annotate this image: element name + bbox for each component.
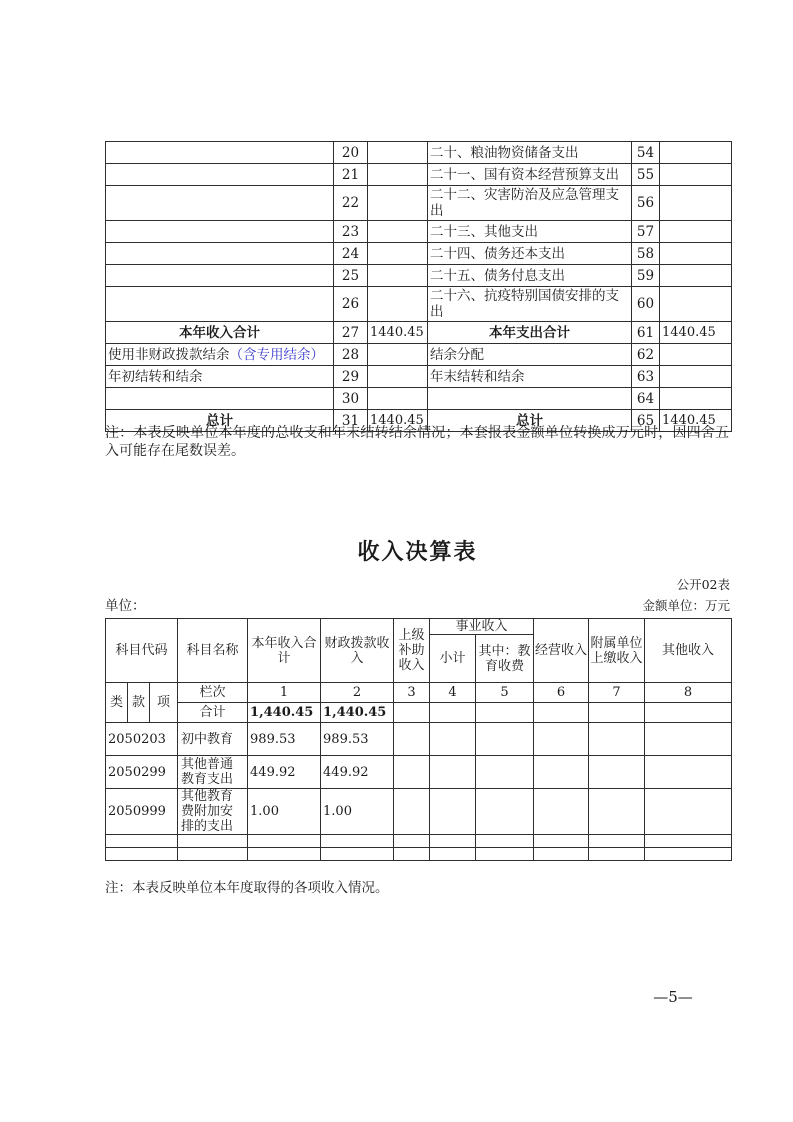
value-cell: [534, 723, 589, 756]
summary-row: [106, 265, 732, 287]
row-number-cell: 59: [632, 265, 660, 287]
value-cell: [534, 835, 589, 848]
value-cell: [645, 835, 732, 848]
value-cell: [534, 756, 589, 789]
row-number-cell: 29: [334, 366, 368, 388]
header-subject-code: 科目代码: [106, 619, 178, 683]
value-cell: 1.00: [321, 789, 394, 835]
value-cell: 989.53: [321, 723, 394, 756]
income-item-cell: [106, 388, 334, 410]
row-number-cell: 25: [334, 265, 368, 287]
amount-cell: [368, 186, 428, 221]
amount-cell: [368, 344, 428, 366]
income-header-row-1: [106, 619, 732, 635]
amount-cell: [660, 164, 732, 186]
value-cell: [394, 756, 430, 789]
income-item-cell: [106, 164, 334, 186]
header-subtotal: 小计: [430, 635, 476, 683]
subject-name-cell: 其他普通教育支出: [178, 756, 248, 789]
value-cell: [248, 835, 321, 848]
total-value-cell: 1,440.45: [248, 703, 321, 723]
summary-table-note: 注：本表反映单位本年度的总收支和年末结转结余情况；本套报表金额单位转换成万元时，因四舍五入可能存在尾数误差。: [105, 425, 729, 459]
value-cell: [476, 723, 534, 756]
amount-cell: 1440.45: [660, 322, 732, 344]
total-value-cell: [430, 703, 476, 723]
value-cell: [476, 835, 534, 848]
income-item-cell: [106, 142, 334, 164]
column-index-label: 栏次: [178, 683, 248, 703]
income-item-cell: 本年收入合计: [106, 322, 334, 344]
subject-name-cell: [178, 848, 248, 861]
row-number-cell: 63: [632, 366, 660, 388]
income-table: [105, 618, 732, 861]
expense-item-cell: 年末结转和结余: [428, 366, 632, 388]
summary-row: [106, 142, 732, 164]
income-table-title: 收入决算表: [357, 540, 478, 565]
summary-table: [105, 141, 732, 432]
total-value-cell: 1,440.45: [321, 703, 394, 723]
value-cell: [645, 789, 732, 835]
expense-item-cell: 二十、粮油物资储备支出: [428, 142, 632, 164]
subject-code-cell: 2050203: [106, 723, 178, 756]
subject-name-cell: 其他教育费附加安排的支出: [178, 789, 248, 835]
value-cell: [476, 789, 534, 835]
row-number-cell: 55: [632, 164, 660, 186]
expense-item-cell: 本年支出合计: [428, 322, 632, 344]
summary-row: [106, 243, 732, 265]
amount-cell: [368, 221, 428, 243]
expense-item-cell: 二十五、债务付息支出: [428, 265, 632, 287]
value-cell: [430, 835, 476, 848]
expense-item-cell: 二十一、国有资本经营预算支出: [428, 164, 632, 186]
total-value-cell: [394, 703, 430, 723]
value-cell: [589, 723, 645, 756]
expense-item-cell: 二十二、灾害防治及应急管理支出: [428, 186, 632, 221]
value-cell: [394, 848, 430, 861]
income-row: [106, 756, 732, 789]
row-number-cell: 31: [334, 410, 368, 432]
income-item-cell: [106, 243, 334, 265]
amount-cell: [660, 142, 732, 164]
summary-table-body: [106, 142, 732, 432]
subject-code-cell: 2050999: [106, 789, 178, 835]
amount-cell: [660, 366, 732, 388]
income-row: [106, 723, 732, 756]
value-cell: [645, 848, 732, 861]
summary-row: [106, 366, 732, 388]
value-cell: [534, 848, 589, 861]
unit-label: 单位：: [105, 598, 146, 614]
value-cell: [589, 756, 645, 789]
header-section: 款: [128, 683, 150, 723]
column-number-cell: 4: [430, 683, 476, 703]
value-cell: [645, 723, 732, 756]
value-cell: [321, 835, 394, 848]
value-cell: [589, 789, 645, 835]
row-number-cell: 56: [632, 186, 660, 221]
expense-item-cell: 二十三、其他支出: [428, 221, 632, 243]
income-row: [106, 789, 732, 835]
total-value-cell: [534, 703, 589, 723]
summary-row: [106, 164, 732, 186]
subject-code-cell: [106, 835, 178, 848]
value-cell: [394, 835, 430, 848]
header-operating-income: 经营收入: [534, 619, 589, 683]
page-number: —5—: [653, 988, 693, 1006]
summary-row: [106, 287, 732, 322]
value-cell: 989.53: [248, 723, 321, 756]
row-number-cell: 57: [632, 221, 660, 243]
amount-cell: [368, 142, 428, 164]
amount-cell: [368, 287, 428, 322]
value-cell: [394, 723, 430, 756]
row-number-cell: 62: [632, 344, 660, 366]
value-cell: 449.92: [248, 756, 321, 789]
total-row-label: 合计: [178, 703, 248, 723]
value-cell: [248, 848, 321, 861]
value-cell: [430, 756, 476, 789]
amount-cell: [368, 164, 428, 186]
amount-cell: [368, 388, 428, 410]
header-total-income: 本年收入合计: [248, 619, 321, 683]
subject-code-cell: 2050299: [106, 756, 178, 789]
income-table-body: [106, 723, 732, 861]
value-cell: [321, 848, 394, 861]
summary-row: [106, 221, 732, 243]
value-cell: [476, 848, 534, 861]
row-number-cell: 61: [632, 322, 660, 344]
summary-row: [106, 186, 732, 221]
value-cell: [645, 756, 732, 789]
row-number-cell: 54: [632, 142, 660, 164]
header-class: 类: [106, 683, 128, 723]
income-item-cell: 总计: [106, 410, 334, 432]
amount-cell: [368, 366, 428, 388]
summary-row: [106, 388, 732, 410]
value-cell: [430, 848, 476, 861]
subject-name-cell: 初中教育: [178, 723, 248, 756]
expense-item-cell: 总计: [428, 410, 632, 432]
income-item-cell: [106, 186, 334, 221]
amount-cell: [660, 265, 732, 287]
row-number-cell: 30: [334, 388, 368, 410]
column-number-cell: 8: [645, 683, 732, 703]
row-number-cell: 22: [334, 186, 368, 221]
value-cell: 449.92: [321, 756, 394, 789]
subject-code-cell: [106, 848, 178, 861]
amount-cell: [660, 221, 732, 243]
value-cell: 1.00: [248, 789, 321, 835]
header-superior-subsidy: 上级补助收入: [394, 619, 430, 683]
amount-cell: [368, 265, 428, 287]
row-number-cell: 60: [632, 287, 660, 322]
amount-cell: [368, 243, 428, 265]
amount-cell: 1440.45: [660, 410, 732, 432]
amount-unit-label: 金额单位：万元: [642, 598, 730, 613]
row-number-cell: 26: [334, 287, 368, 322]
total-row: [106, 703, 732, 723]
value-cell: [589, 835, 645, 848]
summary-row: [106, 344, 732, 366]
row-number-cell: 24: [334, 243, 368, 265]
amount-cell: 1440.45: [368, 410, 428, 432]
income-item-cell: [106, 287, 334, 322]
expense-item-cell: 结余分配: [428, 344, 632, 366]
value-cell: [589, 848, 645, 861]
amount-cell: [660, 388, 732, 410]
income-item-cell: 使用非财政拨款结余（含专用结余）: [106, 344, 334, 366]
column-number-cell: 5: [476, 683, 534, 703]
expense-item-cell: [428, 388, 632, 410]
income-table-note: 注：本表反映单位本年度取得的各项收入情况。: [105, 880, 389, 896]
row-number-cell: 28: [334, 344, 368, 366]
column-number-cell: 2: [321, 683, 394, 703]
row-number-cell: 27: [334, 322, 368, 344]
header-affiliated-upturn: 附属单位上缴收入: [589, 619, 645, 683]
row-number-cell: 64: [632, 388, 660, 410]
row-number-cell: 23: [334, 221, 368, 243]
amount-cell: [660, 186, 732, 221]
subject-name-cell: [178, 835, 248, 848]
row-number-cell: 21: [334, 164, 368, 186]
summary-row: [106, 322, 732, 344]
total-value-cell: [589, 703, 645, 723]
column-index-row: [106, 683, 732, 703]
value-cell: [534, 789, 589, 835]
column-number-cell: 6: [534, 683, 589, 703]
income-item-cell: [106, 265, 334, 287]
special-surplus-note: （含专用结余）: [229, 346, 324, 363]
income-row: [106, 835, 732, 848]
column-number-cell: 3: [394, 683, 430, 703]
header-fiscal-appropriation: 财政拨款收入: [321, 619, 394, 683]
row-number-cell: 65: [632, 410, 660, 432]
value-cell: [394, 789, 430, 835]
doc-code-label: 公开02表: [676, 577, 730, 592]
income-row: [106, 848, 732, 861]
column-number-cell: 7: [589, 683, 645, 703]
amount-cell: [660, 287, 732, 322]
amount-cell: [660, 344, 732, 366]
amount-cell: [660, 243, 732, 265]
total-value-cell: [476, 703, 534, 723]
header-subject-name: 科目名称: [178, 619, 248, 683]
value-cell: [430, 723, 476, 756]
expense-item-cell: 二十六、抗疫特别国债安排的支出: [428, 287, 632, 322]
row-number-cell: 58: [632, 243, 660, 265]
header-other-income: 其他收入: [645, 619, 732, 683]
header-business-income: 事业收入: [430, 619, 534, 635]
amount-cell: 1440.45: [368, 322, 428, 344]
income-item-cell: 年初结转和结余: [106, 366, 334, 388]
value-cell: [430, 789, 476, 835]
income-item-cell: [106, 221, 334, 243]
expense-item-cell: 二十四、债务还本支出: [428, 243, 632, 265]
value-cell: [476, 756, 534, 789]
total-value-cell: [645, 703, 732, 723]
header-education-fee: 其中：教育收费: [476, 635, 534, 683]
header-item: 项: [150, 683, 178, 723]
row-number-cell: 20: [334, 142, 368, 164]
column-number-cell: 1: [248, 683, 321, 703]
